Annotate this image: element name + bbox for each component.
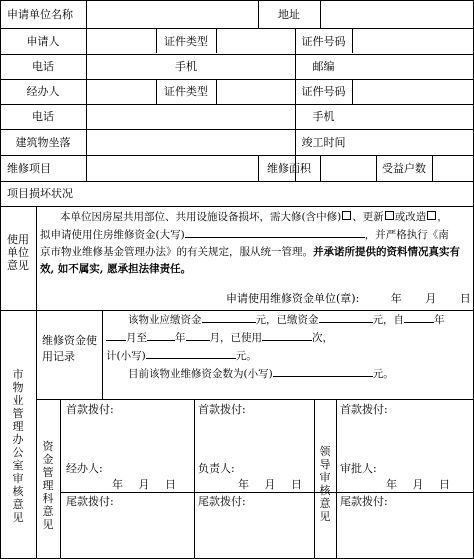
mobile-label: 手机 — [312, 110, 335, 123]
hline — [0, 129, 474, 130]
record-line-1: 该物业应缴资金 元，已缴资金 元，自 年 — [106, 311, 472, 329]
vline — [352, 79, 353, 104]
vline — [60, 399, 61, 559]
user-unit-opinion-label: 使用单位意见 — [7, 233, 29, 272]
date-line: 年 月 日 — [112, 478, 176, 491]
paid-amount-field[interactable] — [319, 311, 373, 323]
usage-count-field[interactable] — [262, 329, 312, 341]
hline — [0, 54, 474, 55]
start-year-field[interactable] — [404, 311, 434, 323]
checkbox-icon[interactable] — [427, 211, 436, 220]
handler-signer-label: 经办人: — [66, 462, 103, 475]
hline — [0, 79, 474, 80]
leader-review-opinion-label: 领导审核意见 — [319, 445, 331, 523]
mobile-label: 手机 — [175, 60, 197, 73]
approver-signer-label: 审批人: — [340, 462, 377, 475]
date-line: 年 月 日 — [386, 478, 450, 491]
hline — [0, 104, 474, 105]
vline — [336, 399, 337, 559]
postcode-label: 邮编 — [312, 60, 335, 73]
fund-usage-record-label: 维修资金使用记录 — [42, 334, 97, 363]
final-payment-label: 尾款拨付: — [340, 495, 388, 508]
applicant-label: 申请人 — [26, 35, 60, 48]
due-amount-field[interactable] — [202, 311, 256, 323]
end-month-field[interactable] — [186, 329, 210, 341]
checkbox-icon[interactable] — [342, 211, 351, 220]
opinion-line-1: 本单位因房屋共用部位、共用设施设备损坏，需大修(含中修) 、更新 或改造 ， — [60, 211, 448, 223]
record-line-4: 目前该物业维修资金数为(小写) 元。 — [106, 365, 472, 383]
damage-status-label: 项目损坏状况 — [7, 187, 73, 200]
handler-label: 经办人 — [26, 85, 60, 98]
building-location-label: 建筑物坐落 — [15, 136, 71, 149]
repair-project-label: 维修项目 — [7, 162, 51, 175]
date-line: 年 月 日 — [238, 478, 302, 491]
hline — [0, 181, 474, 182]
current-balance-field[interactable] — [273, 365, 373, 377]
id-number-label: 证件号码 — [301, 35, 346, 48]
vline — [102, 310, 103, 399]
hline — [0, 0, 474, 1]
id-number-label: 证件号码 — [301, 85, 346, 98]
vline — [216, 28, 217, 53]
usage-record-text — [106, 311, 472, 383]
vline — [314, 399, 315, 559]
fund-management-opinion-label: 资金管理科意见 — [42, 440, 54, 531]
vline — [295, 28, 296, 181]
vline — [36, 206, 37, 310]
vline — [86, 28, 87, 181]
vline — [194, 399, 195, 559]
vline — [0, 0, 1, 559]
hline — [60, 492, 474, 493]
record-line-3: 计(小写) 元。 — [106, 347, 472, 365]
responsible-signer-label: 负责人: — [198, 462, 235, 475]
vline — [86, 0, 87, 28]
final-payment-label: 尾款拨付: — [66, 495, 114, 508]
vline — [216, 79, 217, 104]
first-payment-label: 首款拨付: — [340, 403, 388, 416]
phone-label: 电话 — [32, 110, 54, 123]
applicant-unit-label: 申请单位名称 — [7, 8, 73, 21]
start-month-field[interactable] — [106, 329, 126, 341]
vline — [320, 0, 321, 28]
opinion-line-2: 拟申请使用住房维修资金(大写) ，并严格执行《南 — [40, 226, 470, 244]
first-payment-label: 首款拨付: — [66, 403, 114, 416]
address-label: 地址 — [278, 8, 300, 21]
opinion-text — [40, 209, 470, 278]
amount-uppercase-field[interactable] — [185, 226, 365, 238]
total-amount-field[interactable] — [146, 347, 236, 359]
hline — [0, 155, 474, 156]
final-payment-label: 尾款拨付: — [198, 495, 246, 508]
hline — [0, 206, 474, 207]
vline — [36, 310, 37, 559]
id-type-label: 证件类型 — [164, 35, 208, 48]
office-review-label: 市物业管理办公室审核意见 — [12, 368, 24, 524]
id-type-label: 证件类型 — [164, 85, 208, 98]
signature-line: 申请使用维修资金单位(章): 年 月 日 — [226, 292, 471, 305]
repair-area-label: 维修面积 — [267, 162, 311, 175]
vline — [432, 155, 433, 181]
checkbox-icon[interactable] — [385, 211, 394, 220]
households-label: 受益户数 — [382, 162, 426, 175]
phone-label: 电话 — [32, 60, 54, 73]
vline — [320, 155, 321, 181]
hline — [0, 28, 474, 29]
record-line-2: 月至 年 月，已使用 次， — [106, 329, 472, 347]
completion-time-label: 竣工时间 — [301, 136, 346, 149]
first-payment-label: 首款拨付: — [198, 403, 246, 416]
hline — [36, 399, 474, 400]
opinion-line-3: 京市物业维修基金管理办法》的有关规定，服从统一管理。并承诺所提供的资料情况真实有效, 如不属实, 愿承担法律责任。 — [40, 246, 460, 275]
end-year-field[interactable] — [147, 329, 175, 341]
vline — [352, 28, 353, 53]
